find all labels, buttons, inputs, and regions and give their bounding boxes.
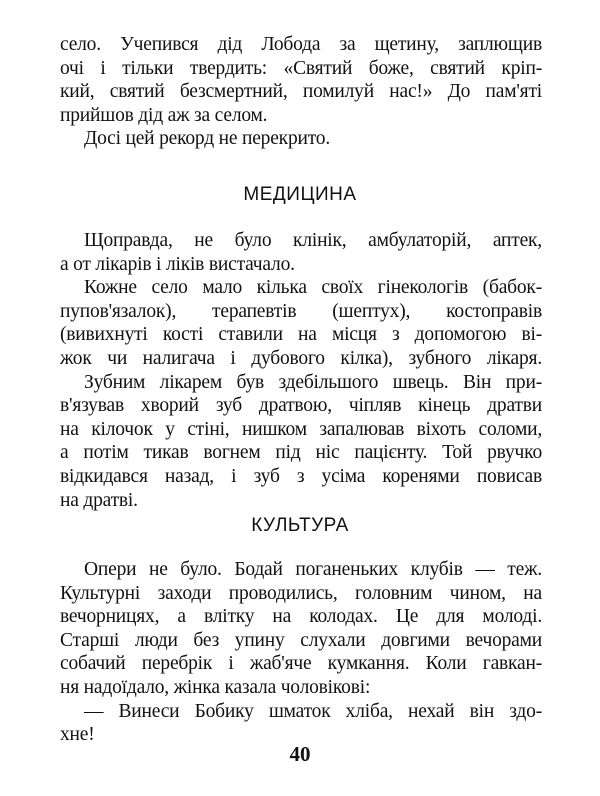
text-line: а потім тикав вогнем під ніс пацієнту. Той рвучко <box>60 442 542 464</box>
text-line: кий, святий безсмертний, помилуй нас!» До пам'яті <box>60 81 542 103</box>
text-line: відкидався назад, і зуб з усіма коренями повисав <box>60 465 542 487</box>
page-number: 40 <box>289 742 311 766</box>
text-line: Старші люди без упину слухали довгими вечорами <box>60 629 542 651</box>
text-line: очі і тільки твердить: «Святий боже, святий кріп- <box>60 57 542 79</box>
text-line: в'язував хворий зуб дратвою, чіпляв кінець дратви <box>60 395 542 417</box>
text-line: а от лікарів і ліків вистачало. <box>60 253 295 275</box>
text-line: Зубним лікарем був здебільшого швець. Він при- <box>84 371 542 393</box>
text-line: Опери не було. Бодай поганеньких клубів — теж. <box>84 559 542 580</box>
text-line: Кожне село мало кілька своїх гінекологів (бабок- <box>84 277 542 299</box>
intro-paragraph <box>60 33 542 151</box>
text-line: (вивихнуті кості ставили на місця з допомогою ві- <box>60 324 542 346</box>
text-line: пупов'язалок), терапевтів (шептух), костоправів <box>60 300 542 322</box>
text-line: на дратві. <box>60 489 138 511</box>
text-line: Культурні заходи проводились, головним чином, на <box>60 582 542 604</box>
section-heading-medicine: МЕДИЦИНА <box>243 184 357 205</box>
text-line: на кілочок у стіні, нишком запалював віхоть соломи, <box>60 418 542 440</box>
text-line: Щоправда, не було клінік, амбулаторій, аптек, <box>84 230 542 251</box>
medicine-paragraphs <box>60 229 542 512</box>
text-line: хне! <box>60 724 95 746</box>
text-line: — Винеси Бобику шматок хліба, нехай він здо- <box>84 700 542 722</box>
culture-paragraphs <box>60 558 542 747</box>
text-line: Досі цей рекорд не перекрито. <box>84 128 331 150</box>
text-line: село. Учепився дід Лобода за щетину, заплющив <box>60 34 542 55</box>
text-line: жок чи налигача і дубового кілка), зубного лікаря. <box>60 347 542 369</box>
text-line: прийшов дід аж за селом. <box>60 104 268 126</box>
text-line: ня надоїдало, жінка казала чоловікові: <box>60 676 371 698</box>
section-heading-culture: КУЛЬТУРА <box>251 515 349 536</box>
text-line: собачий перебрік і жаб'яче кумкання. Коли гавкан- <box>60 653 542 675</box>
text-line: вечорницях, а влітку на колодах. Це для молоді. <box>60 606 542 628</box>
